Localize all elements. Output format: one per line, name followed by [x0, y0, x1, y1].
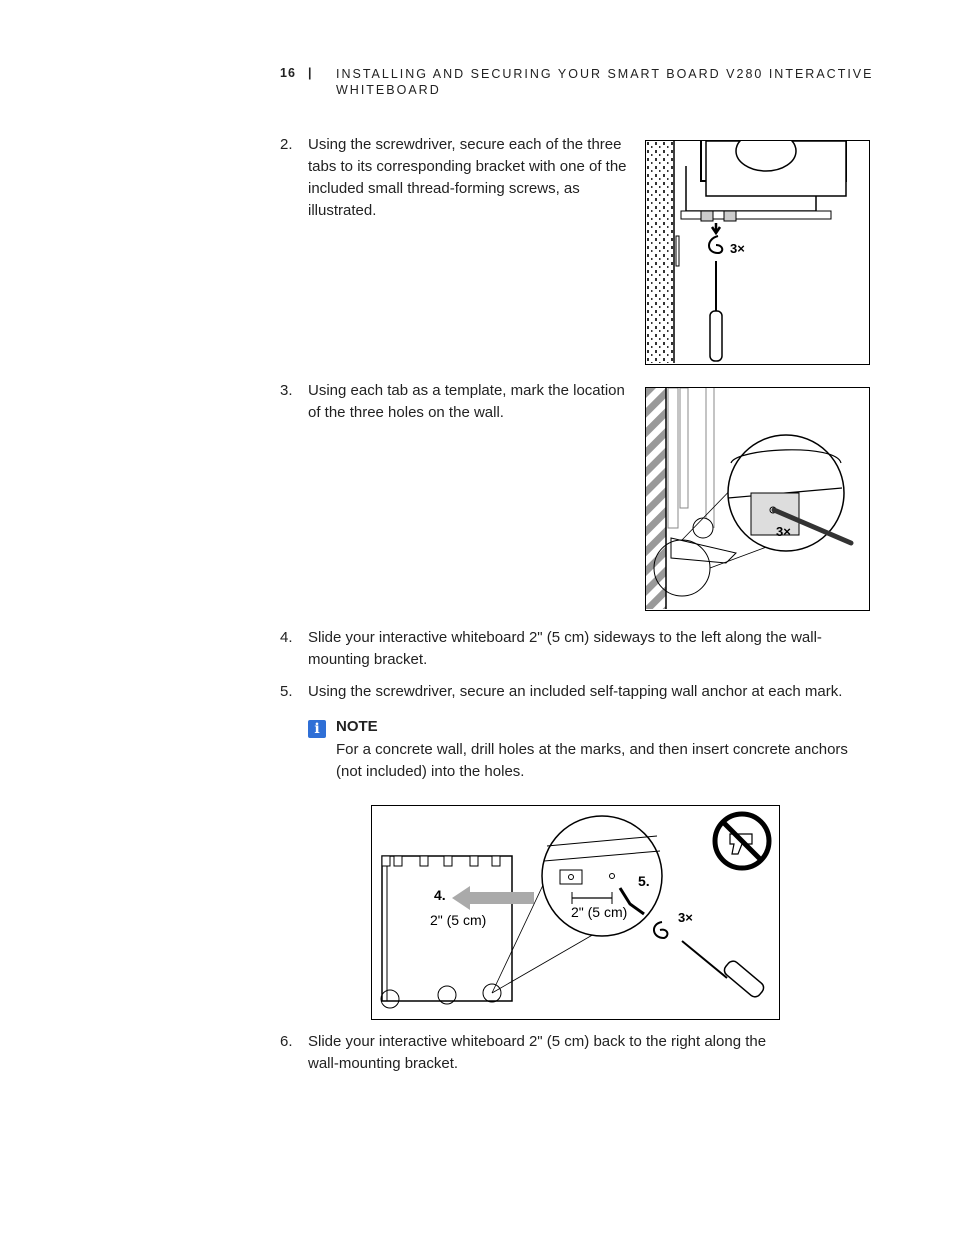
whiteboard-outline — [382, 856, 512, 1001]
step-text: Using the screwdriver, secure each of the three tabs to its corresponding bracket with one of the included small thread-forming screws, as illustrated. — [308, 136, 627, 219]
screw-icon — [709, 236, 722, 253]
screw-icon — [654, 922, 668, 938]
step-number: 3. — [280, 382, 293, 399]
figure-mark-holes — [645, 387, 870, 611]
screwdriver-icon — [722, 959, 766, 1000]
step5-label: 5. — [638, 873, 650, 889]
screwdriver-icon — [710, 311, 722, 361]
wall-icon — [646, 141, 674, 363]
step4-label: 4. — [434, 887, 446, 903]
wall-anchors-illustration — [372, 806, 778, 1018]
figure-wall-anchors — [371, 805, 780, 1020]
bracket-tabs — [382, 856, 500, 866]
step-text: Slide your interactive whiteboard 2" (5 cm) back to the right along the wall-mounting bracket. — [308, 1033, 767, 1072]
tab-screw-illustration — [646, 141, 868, 363]
step-text: Using each tab as a template, mark the location of the three holes on the wall. — [308, 382, 625, 421]
step-number: 4. — [280, 629, 293, 646]
step-number: 5. — [280, 683, 293, 700]
note-label: NOTE — [336, 718, 378, 735]
step-text: Slide your interactive whiteboard 2" (5 cm) sideways to the left along the wall-mounting bracket. — [308, 629, 822, 668]
page-number: 16 — [280, 66, 296, 80]
note-text: For a concrete wall, drill holes at the marks, and then insert concrete anchors (not included) into the holes. — [336, 741, 848, 780]
info-icon: i — [308, 720, 326, 738]
count-label: 3× — [776, 524, 791, 539]
chapter-title: INSTALLING AND SECURING YOUR SMART BOARD V280 INTERACTIVE WHITEBOARD — [336, 67, 874, 97]
step-text: Using the screwdriver, secure an included self-tapping wall anchor at each mark. — [308, 683, 843, 700]
count-label: 3× — [730, 241, 745, 256]
step-number: 6. — [280, 1033, 293, 1050]
left-arrow-icon — [452, 886, 534, 910]
mark-holes-illustration — [646, 388, 868, 609]
step-number: 2. — [280, 136, 293, 153]
figure-tab-screw — [645, 140, 870, 365]
count-label: 3× — [678, 910, 693, 925]
header-separator: | — [308, 66, 314, 80]
distance-left-label: 2" (5 cm) — [430, 912, 487, 928]
wall-icon — [646, 388, 666, 609]
distance-right-label: 2" (5 cm) — [571, 904, 628, 920]
down-arrow-icon — [712, 223, 720, 233]
